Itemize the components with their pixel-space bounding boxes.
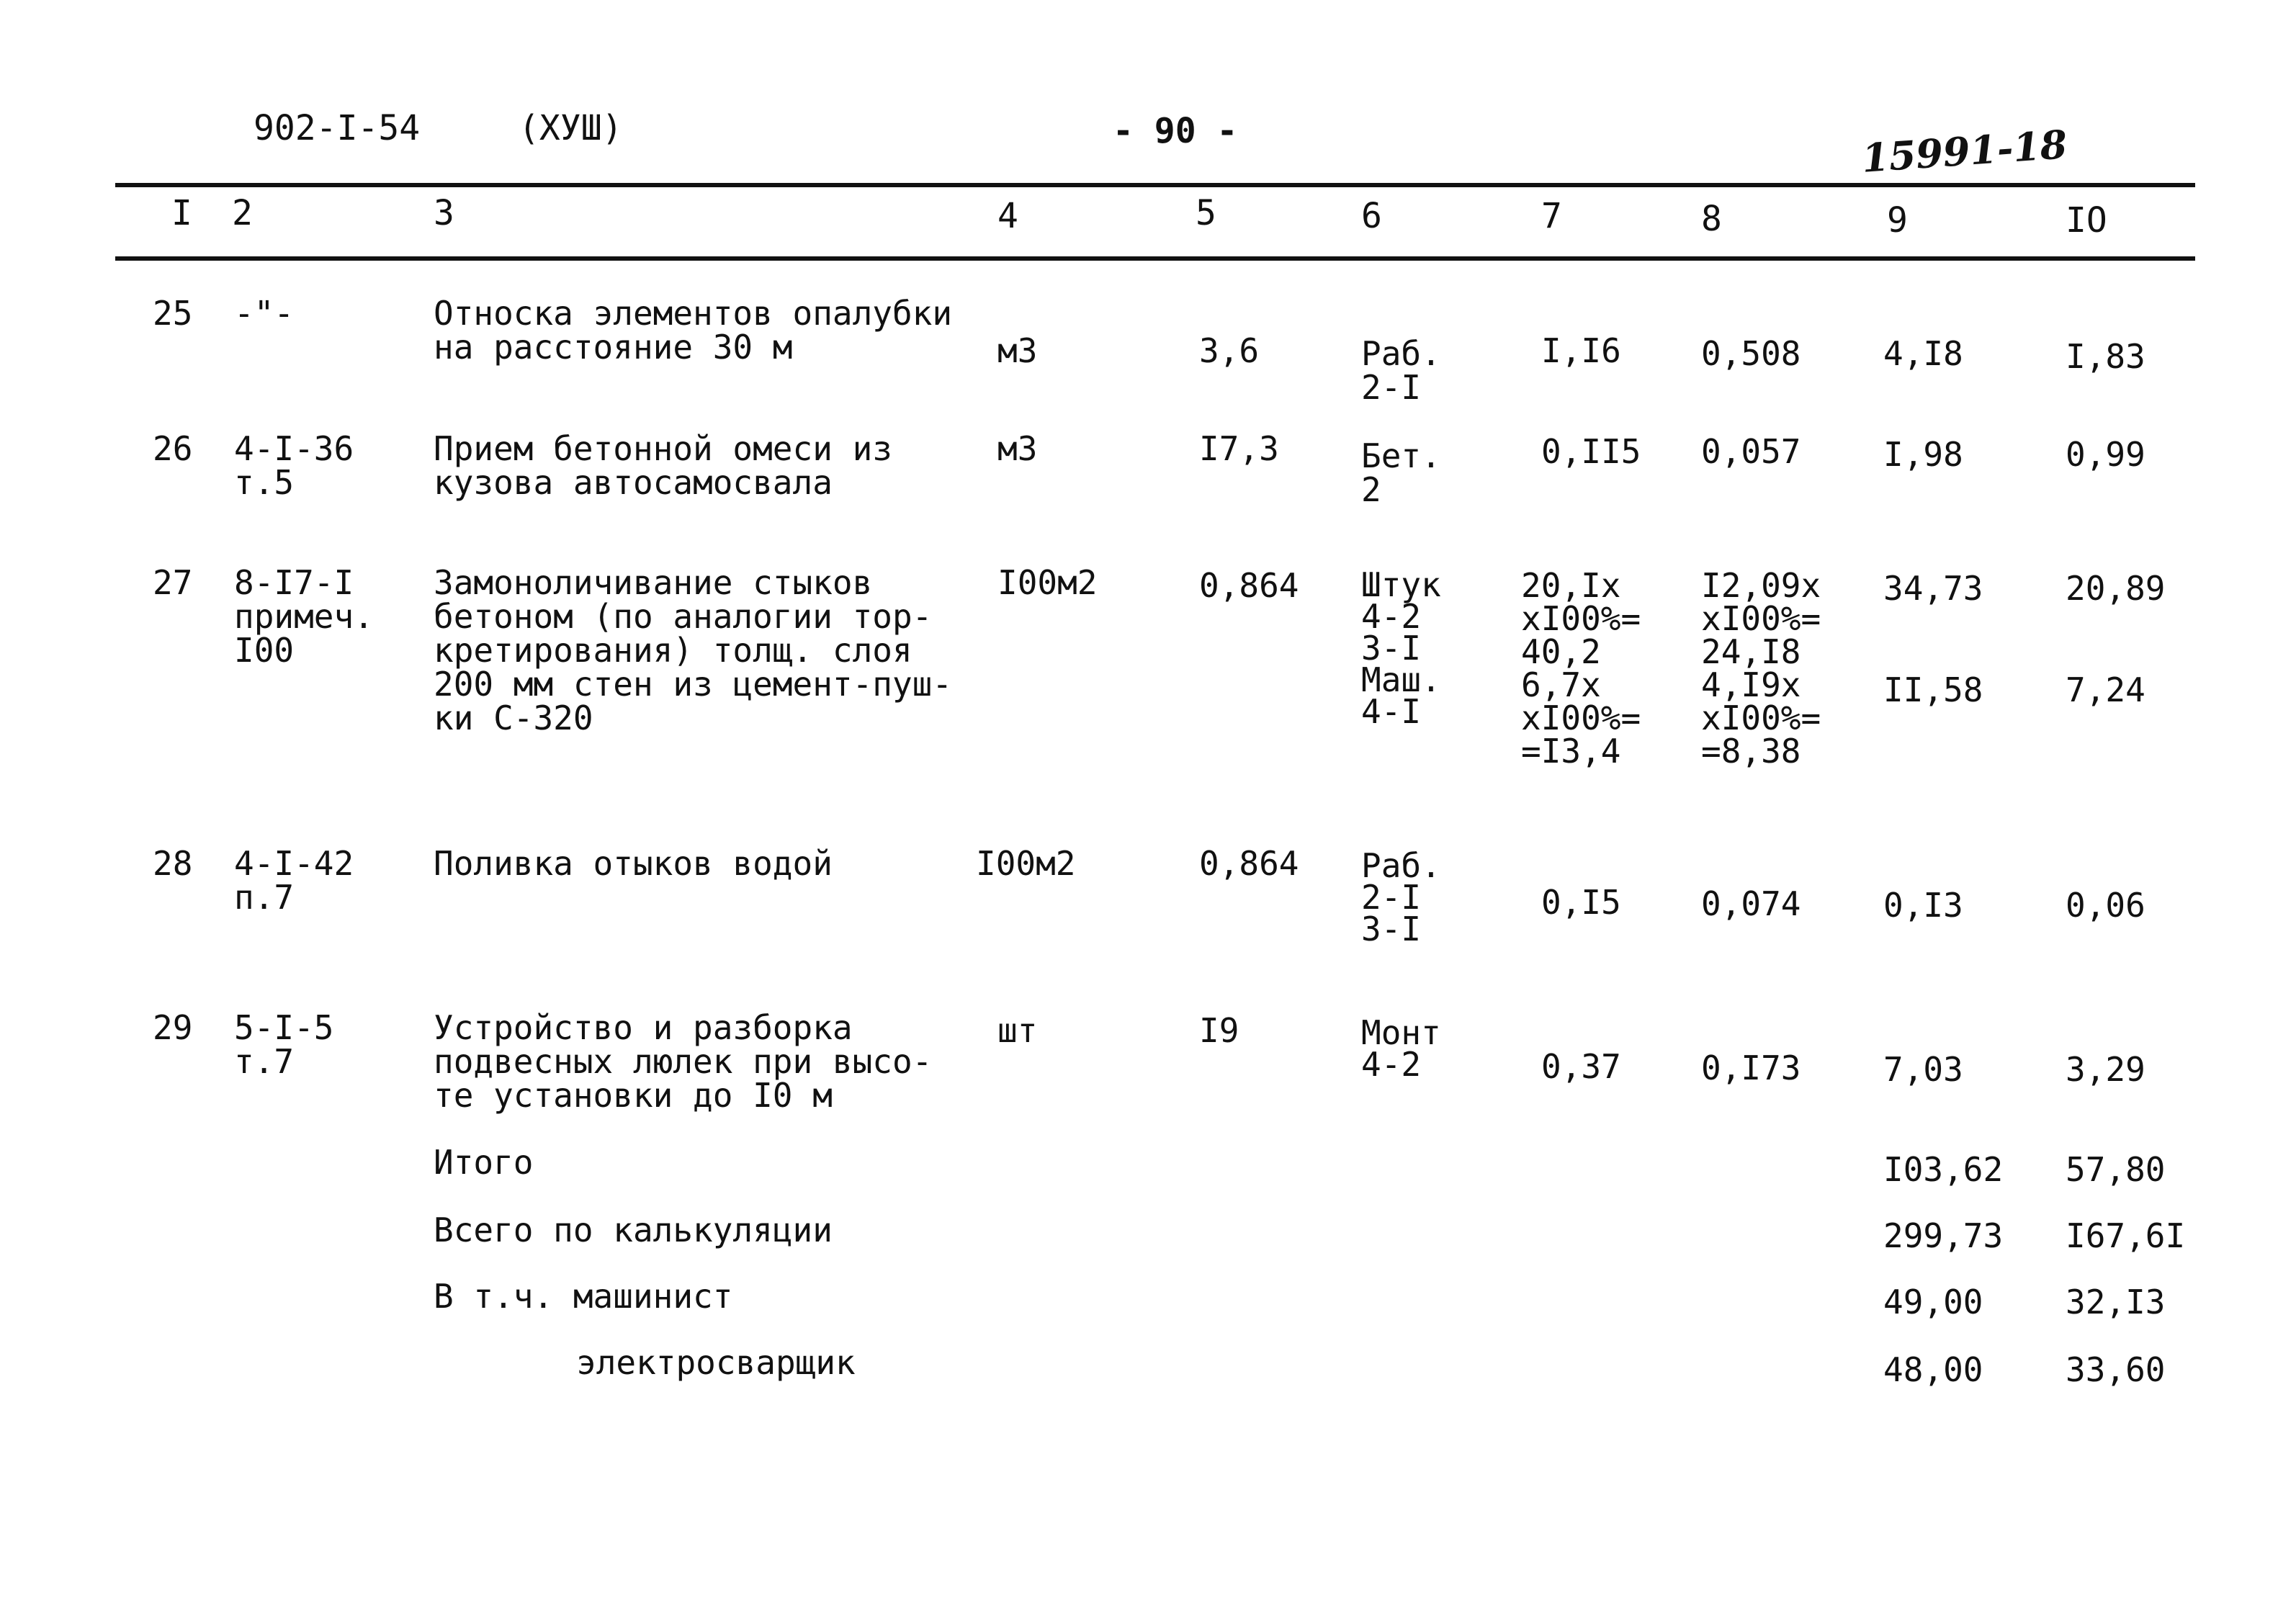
- total-labor: 299,73: [1883, 1216, 2004, 1255]
- wage-cost: 3,29: [2066, 1050, 2145, 1089]
- column-header: 2: [232, 193, 253, 233]
- document-code: 902-I-54: [254, 108, 421, 148]
- column-header: I: [171, 193, 192, 233]
- norm-code: 4-I-42 п.7: [234, 844, 354, 917]
- row-number: 28: [153, 844, 193, 883]
- column-header: IO: [2066, 200, 2107, 241]
- wage-cost: I,83: [2066, 337, 2145, 376]
- work-description: Поливка отыков водой: [434, 844, 833, 883]
- norm-code: -"-: [234, 294, 295, 333]
- unit: м3: [997, 331, 1038, 370]
- total-label: Итого: [434, 1143, 534, 1182]
- norm-time: 0,II5: [1541, 432, 1641, 471]
- page-number: - 90 -: [1113, 111, 1238, 151]
- rate: 0,074: [1701, 884, 1801, 923]
- labor-cost: I,98: [1883, 435, 1963, 474]
- row-number: 29: [153, 1008, 193, 1047]
- workers: Раб. 2-I: [1361, 334, 1441, 407]
- norm-code: 5-I-5 т.7: [234, 1008, 334, 1081]
- work-description: Устройство и разборка подвесных люлек при высо- те установки до I0 м: [434, 1008, 933, 1115]
- norm-code: 8-I7-I примеч. I00: [234, 563, 374, 670]
- labor-cost: 7,03: [1883, 1050, 1963, 1089]
- labor-cost: 34,73 II,58: [1883, 569, 1983, 709]
- total-label: Всего по калькуляции: [434, 1211, 833, 1249]
- norm-code: 4-I-36 т.5: [234, 429, 354, 502]
- work-description: Замоноличивание стыков бетоном (по аналогии тор- кретирования) толщ. слоя 200 мм стен из цемент-пуш- ки С-320: [434, 563, 953, 737]
- total-cost: 32,I3: [2066, 1283, 2166, 1321]
- row-number: 27: [153, 563, 193, 602]
- section-label: (ХУШ): [519, 108, 623, 148]
- norm-time: I,I6: [1541, 331, 1621, 370]
- column-header: 8: [1701, 199, 1722, 239]
- column-header: 6: [1361, 196, 1382, 236]
- workers: Монт 4-2: [1361, 1013, 1441, 1084]
- rate: 0,508: [1701, 334, 1801, 373]
- total-labor: 48,00: [1883, 1350, 1983, 1389]
- unit: шт: [997, 1011, 1038, 1050]
- column-header: 9: [1887, 200, 1908, 241]
- quantity: 0,864: [1199, 566, 1299, 605]
- labor-cost: 4,I8: [1883, 334, 1963, 373]
- rate: I2,09х хI00%= 24,I8 4,I9х хI00%= =8,38: [1701, 566, 1821, 771]
- workers: Штук 4-2 3-I Маш. 4-I: [1361, 565, 1441, 731]
- quantity: 3,6: [1199, 331, 1260, 370]
- total-label: электросварщик: [576, 1343, 856, 1382]
- wage-cost: 20,89 7,24: [2066, 569, 2166, 709]
- rate: 0,057: [1701, 432, 1801, 471]
- column-header: 5: [1196, 193, 1216, 233]
- unit: I00м2: [997, 563, 1098, 602]
- wage-cost: 0,06: [2066, 886, 2145, 925]
- total-cost: 33,60: [2066, 1350, 2166, 1389]
- workers: Бет. 2: [1361, 436, 1441, 509]
- norm-time: 0,I5: [1541, 883, 1621, 922]
- unit: м3: [997, 429, 1038, 468]
- total-labor: 49,00: [1883, 1283, 1983, 1321]
- row-number: 26: [153, 429, 193, 468]
- total-cost: I67,6I: [2066, 1216, 2186, 1255]
- table-top-rule: [115, 183, 2195, 187]
- quantity: 0,864: [1199, 844, 1299, 883]
- total-cost: 57,80: [2066, 1150, 2166, 1189]
- total-label: В т.ч. машинист: [434, 1277, 733, 1316]
- quantity: I7,3: [1199, 429, 1279, 468]
- work-description: Относка элементов опалубки на расстояние 30 м: [434, 294, 953, 367]
- quantity: I9: [1199, 1011, 1239, 1050]
- norm-time: 20,Iх хI00%= 40,2 6,7х хI00%= =I3,4: [1521, 566, 1641, 771]
- column-header: 3: [434, 193, 454, 233]
- work-description: Прием бетонной омеси из кузова автосамосвала: [434, 429, 892, 502]
- workers: Раб. 2-I 3-I: [1361, 846, 1441, 948]
- wage-cost: 0,99: [2066, 435, 2145, 474]
- table-header-rule: [115, 256, 2195, 261]
- rate: 0,I73: [1701, 1049, 1801, 1087]
- unit: I00м2: [976, 844, 1076, 883]
- column-header: 4: [997, 196, 1018, 236]
- column-header: 7: [1541, 196, 1562, 236]
- total-labor: I03,62: [1883, 1150, 2004, 1189]
- norm-time: 0,37: [1541, 1047, 1621, 1086]
- archive-number: 15991-18: [1860, 121, 2069, 181]
- labor-cost: 0,I3: [1883, 886, 1963, 925]
- row-number: 25: [153, 294, 193, 333]
